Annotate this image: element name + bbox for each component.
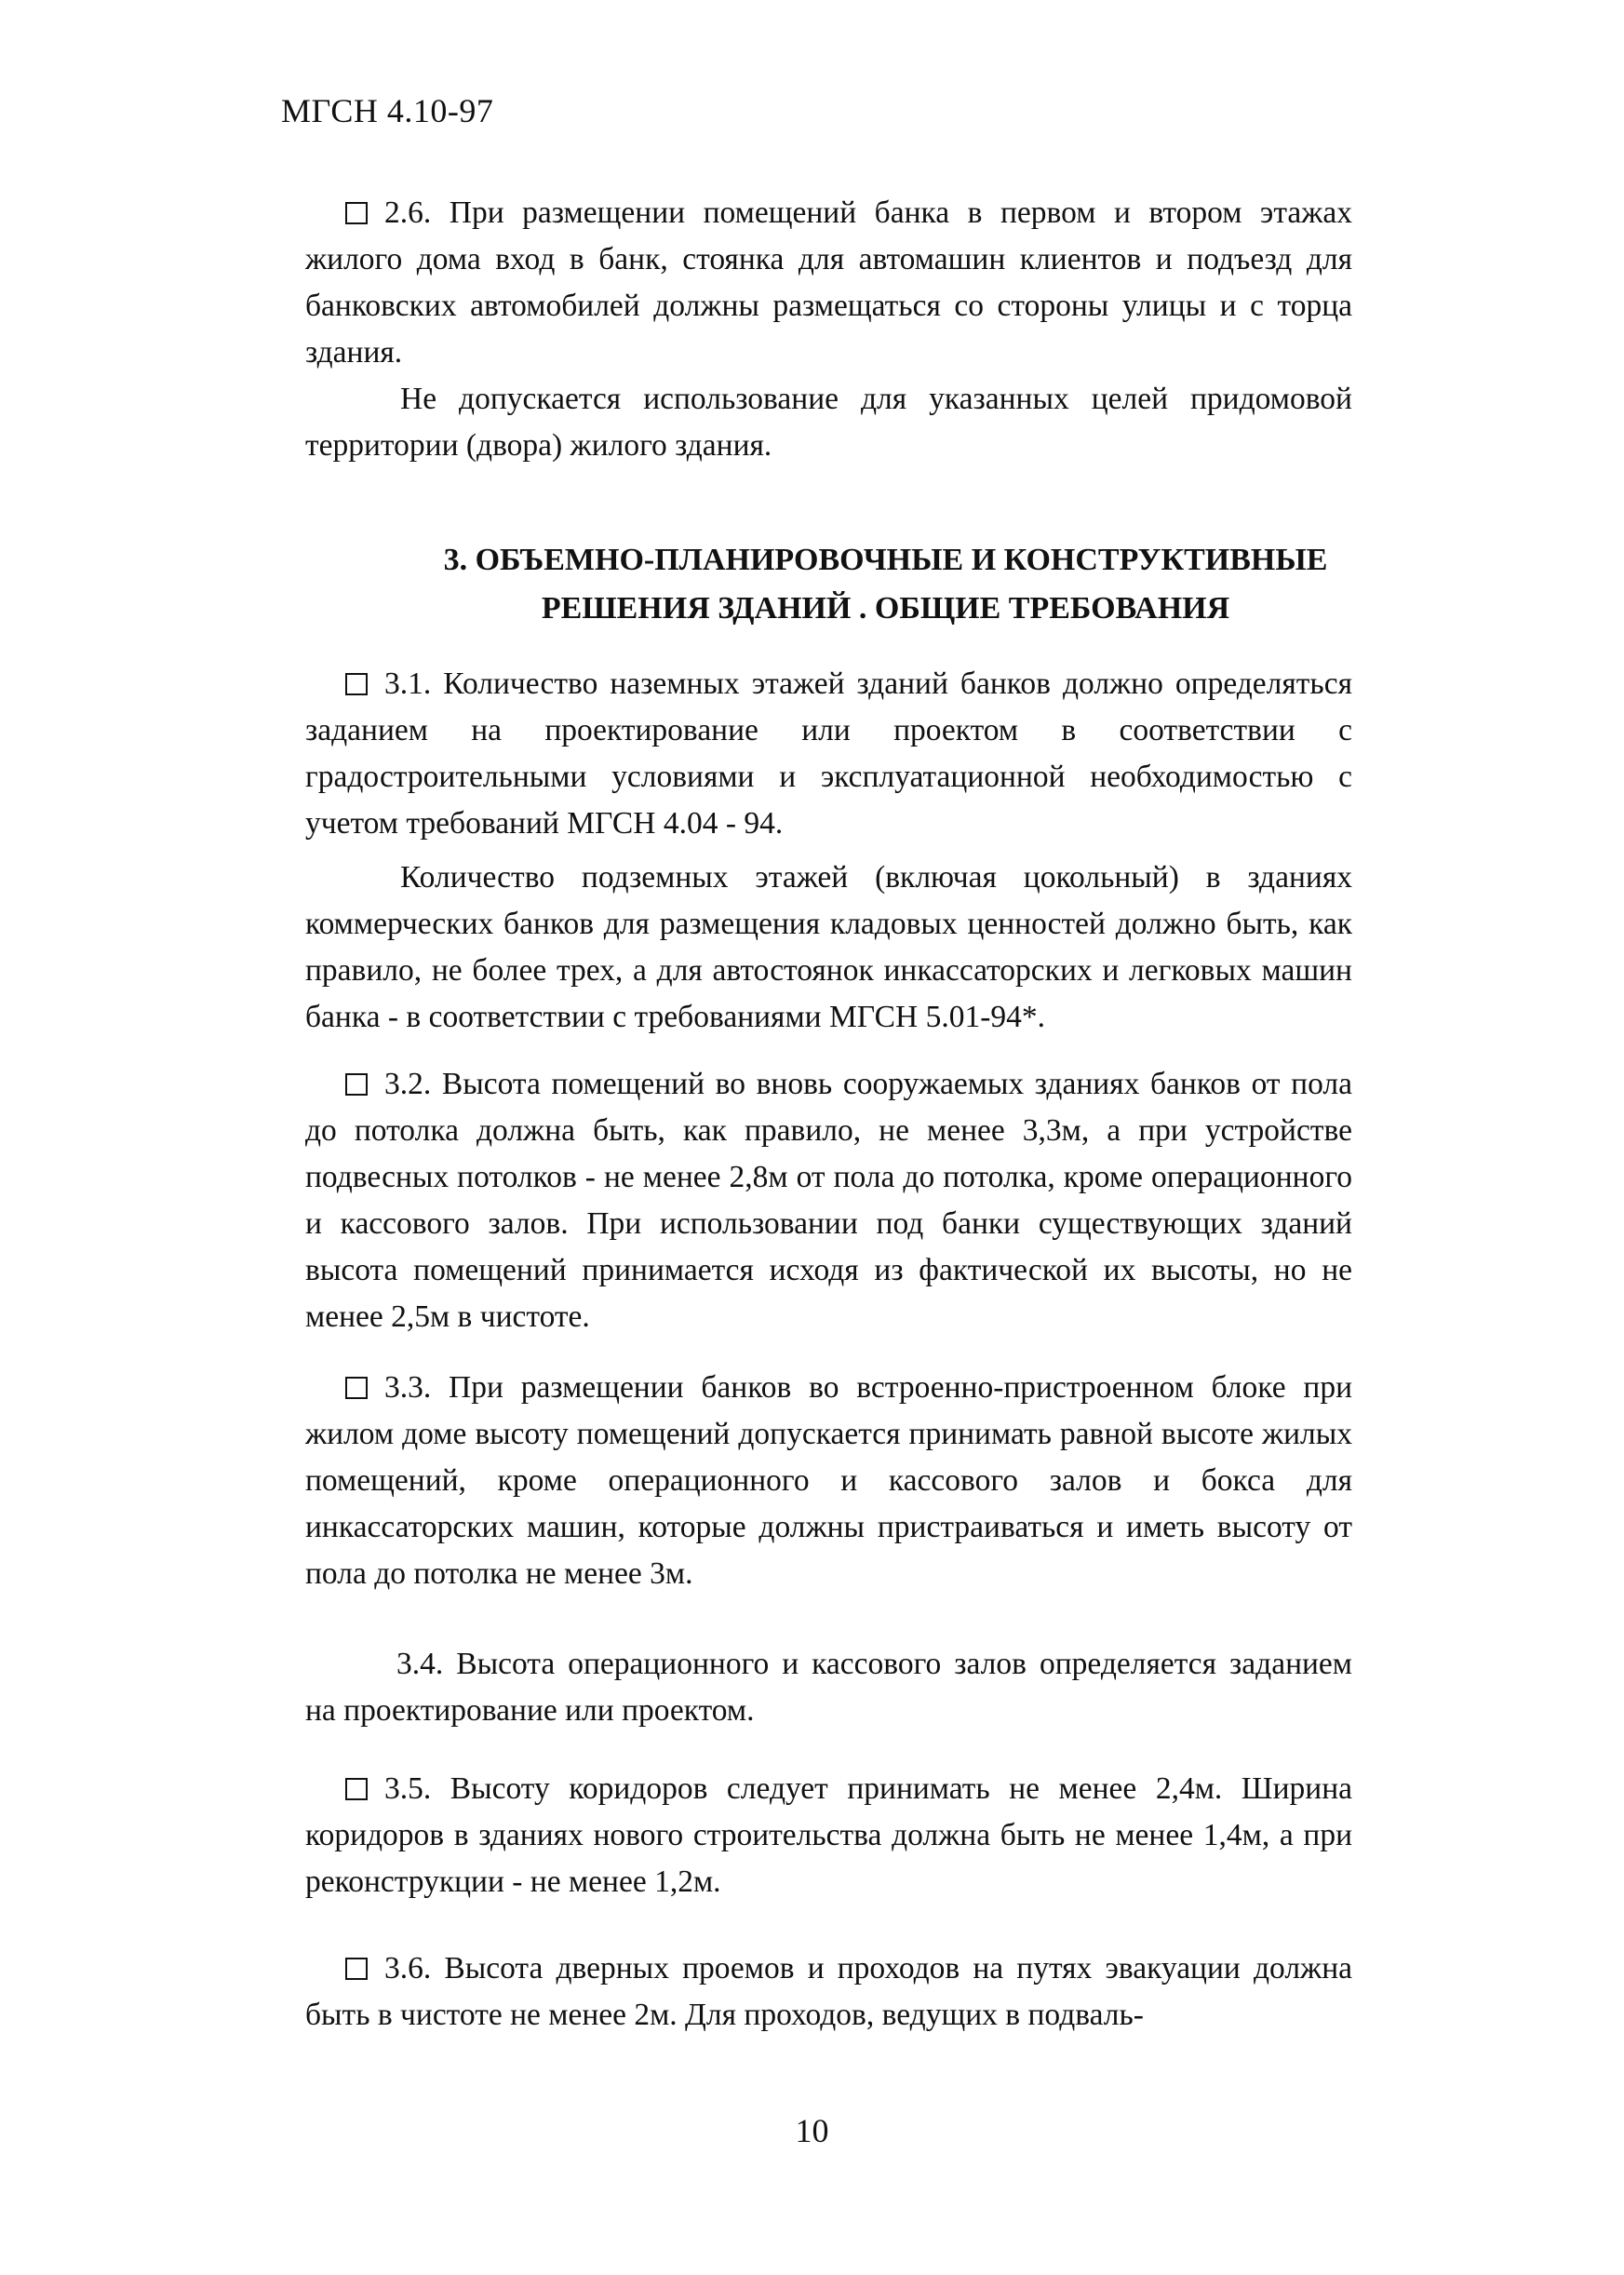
document-code-header: МГСН 4.10-97 <box>281 92 494 129</box>
clause-3-3 <box>305 1365 1352 1597</box>
clause-2-6-continuation: Не допускается использование для указанных целей придомовой территории (двора) жилого здания. <box>305 382 1352 463</box>
checkbox-icon <box>345 673 368 695</box>
section-heading-line-2: РЕШЕНИЯ ЗДАНИЙ . ОБЩИЕ ТРЕБОВАНИЯ <box>541 591 1230 626</box>
clause-3-1-text: 3.1. Количество наземных этажей зданий банков должно определяться заданием на проектирование или проектом в соответствии с градостроительными условиями и эксплуатационной необходимостью с учетом требований МГСН 4.04 - 94. <box>305 666 1352 841</box>
clause-2-6 <box>305 190 1352 469</box>
page-number: 10 <box>795 2112 829 2149</box>
checkbox-icon <box>345 1073 368 1096</box>
clause-3-4 <box>305 1641 1352 1734</box>
checkbox-icon <box>345 202 368 224</box>
clause-3-1 <box>305 661 1352 1041</box>
clause-3-6 <box>305 1945 1352 2039</box>
clause-3-2 <box>305 1061 1352 1340</box>
clause-3-2-text: 3.2. Высота помещений во вновь сооружаемых зданиях банков от пола до потолка должна быть, как правило, не менее 3,3м, а при устройстве подвесных потолков - не менее 2,8м от пола до потолка, кроме операционного и кассового залов. При использовании под банки существующих зданий высота помещений принимается исходя из фактической их высоты, но не менее 2,5м в чистоте. <box>305 1067 1352 1334</box>
section-heading-line-1: 3. ОБЪЕМНО-ПЛАНИРОВОЧНЫЕ И КОНСТРУКТИВНЫЕ <box>443 543 1328 577</box>
checkbox-icon <box>345 1958 368 1980</box>
clause-3-4-text: 3.4. Высота операционного и кассового залов определяется заданием на проектирование или проектом. <box>305 1647 1352 1728</box>
clause-3-3-text: 3.3. При размещении банков во встроенно-пристроенном блоке при жилом доме высоту помещений допускается принимать равной высоте жилых помещений, кроме операционного и кассового залов и бокса для инкассаторских машин, которые должны пристраиваться и иметь высоту от пола до потолка не менее 3м. <box>305 1370 1352 1591</box>
clause-3-6-text: 3.6. Высота дверных проемов и проходов на путях эвакуации должна быть в чистоте не менее 2м. Для проходов, ведущих в подваль- <box>305 1951 1352 2032</box>
clause-3-5-text: 3.5. Высоту коридоров следует принимать не менее 2,4м. Ширина коридоров в зданиях нового строительства должна быть не менее 1,4м, а при реконструкции - не менее 1,2м. <box>305 1771 1352 1899</box>
checkbox-icon <box>345 1377 368 1399</box>
section-3-heading <box>307 536 1354 633</box>
clause-2-6-text: 2.6. При размещении помещений банка в первом и втором этажах жилого дома вход в банк, стоянка для автомашин клиентов и подъезд для банковских автомобилей должны размещаться со стороны улицы и с торца здания. <box>305 195 1352 370</box>
clause-3-1-continuation: Количество подземных этажей (включая цокольный) в зданиях коммерческих банков для размещения кладовых ценностей должно быть, как правило, не более трех, а для автостоянок инкассаторских и легковых машин банка - в соответствии с требованиями МГСН 5.01-94*. <box>305 860 1352 1034</box>
clause-3-5 <box>305 1766 1352 1905</box>
checkbox-icon <box>345 1778 368 1800</box>
